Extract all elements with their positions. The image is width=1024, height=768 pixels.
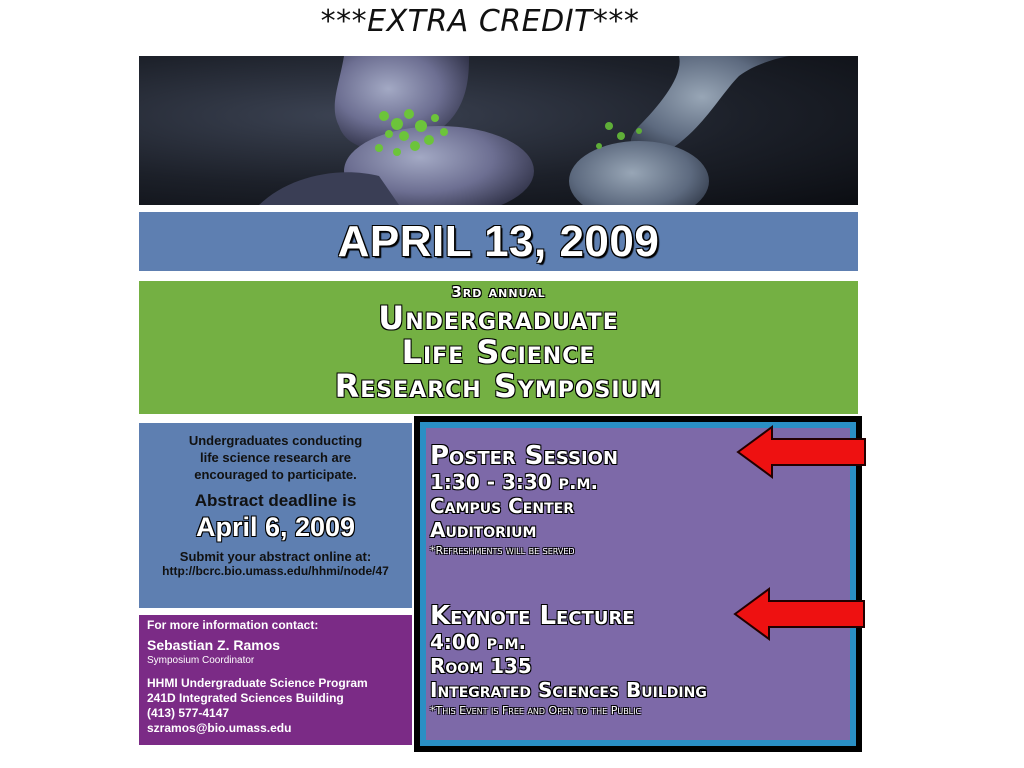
symposium-title-banner <box>139 281 858 414</box>
synapse-illustration <box>139 56 858 205</box>
abstract-info-panel <box>139 423 412 608</box>
contact-building: 241D Integrated Sciences Building <box>147 691 344 705</box>
intro-line: life science research are <box>199 450 352 465</box>
poster-session-time: 1:30 - 3:30 p.m. <box>430 470 599 494</box>
deadline-label: Abstract deadline is <box>194 491 357 510</box>
keynote-time: 4:00 p.m. <box>430 630 527 654</box>
contact-panel <box>139 615 412 745</box>
intro-line: Undergraduates conducting <box>188 433 363 448</box>
arrow-left-icon <box>733 587 867 641</box>
synapse-image <box>139 56 858 205</box>
submit-label: Submit your abstract online at: <box>179 549 372 564</box>
poster-session-location: Auditorium <box>430 518 537 542</box>
edition-label: 3rd annual <box>451 283 546 301</box>
intro-text <box>139 432 412 483</box>
poster-session-title: Poster Session <box>430 441 619 471</box>
poster-session-note: *Refreshments will be served <box>430 544 575 557</box>
deadline-date: April 6, 2009 <box>195 512 356 542</box>
contact-name: Sebastian Z. Ramos <box>147 637 281 653</box>
contact-heading: For more information contact: <box>147 618 319 632</box>
symposium-title-line: Undergraduate <box>378 299 619 337</box>
contact-role: Symposium Coordinator <box>147 655 255 666</box>
keynote-room: Room 135 <box>430 654 532 678</box>
contact-program: HHMI Undergraduate Science Program <box>147 676 368 690</box>
submit-url: http://bcrc.bio.umass.edu/hhmi/node/47 <box>162 564 389 578</box>
keynote-note: *This Event is Free and Open to the Public <box>430 704 642 717</box>
contact-email: szramos@bio.umass.edu <box>147 721 292 735</box>
keynote-building: Integrated Sciences Building <box>430 678 707 702</box>
intro-line: encouraged to participate. <box>194 467 357 482</box>
keynote-title: Keynote Lecture <box>430 601 635 631</box>
contact-phone: (413) 577-4147 <box>147 706 230 720</box>
event-date: APRIL 13, 2009 <box>337 216 660 266</box>
arrow-left-icon <box>736 425 868 479</box>
date-banner <box>139 212 858 271</box>
slide-title: ***EXTRA CREDIT*** <box>320 4 640 39</box>
symposium-title-line: Life Science <box>401 333 596 371</box>
poster-session-location: Campus Center <box>430 494 574 518</box>
symposium-title-line: Research Symposium <box>334 367 663 405</box>
